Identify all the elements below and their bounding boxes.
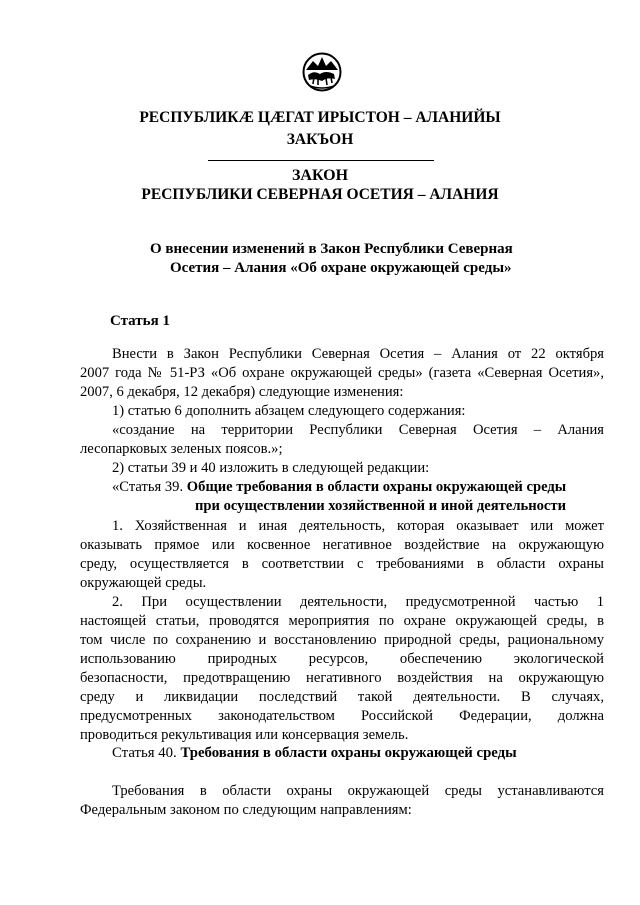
text-line: безопасности, предотвращению негативного воздействия на окружающую <box>80 670 604 686</box>
text-line: настоящей статьи, проводятся мероприятия по охране окружающей среды, в <box>80 613 604 629</box>
text-line: проводиться рекультивация или консервация земель. <box>80 727 409 743</box>
text-line: Требования в области охраны окружающей среды устанавливаются <box>112 783 604 799</box>
text-line: том числе по сохранению и восстановлению природной среды, рациональному <box>80 632 604 648</box>
article-40-title: Требования в области охраны окружающей среды <box>180 745 517 761</box>
law-title-line: Осетия – Алания «Об охране окружающей среды» <box>170 260 512 276</box>
text-line: среду, осуществляется в соответствии с требованиями в области охраны <box>80 556 604 572</box>
text-line: предусмотренных законодательством Российской Федерации, должна <box>80 708 604 724</box>
article-39-body <box>80 517 604 745</box>
text-line: 2) статьи 39 и 40 изложить в следующей редакции: <box>112 460 430 476</box>
article-40-prefix: Статья 40. <box>112 745 177 761</box>
article-39-title: Общие требования в области охраны окружающей среды <box>186 479 567 495</box>
text-line: 1) статью 6 дополнить абзацем следующего содержания: <box>112 403 466 419</box>
text-line: Внести в Закон Республики Северная Осетия – Алания от 22 октября <box>112 346 604 362</box>
russian-republic-name: РЕСПУБЛИКИ СЕВЕРНАЯ ОСЕТИЯ – АЛАНИЯ <box>141 186 499 203</box>
article-1-heading: Статья 1 <box>110 313 170 329</box>
text-line: среду и ликвидации последствий такой деятельности. В случаях, <box>80 689 604 705</box>
text-line: использованию природных ресурсов, обеспечению экологической <box>80 651 604 667</box>
header-divider <box>208 160 434 161</box>
text-line: 2007 года № 51-РЗ «Об охране окружающей среды» (газета «Северная Осетия», <box>80 365 604 381</box>
article-1-body <box>80 345 604 516</box>
article-39-heading <box>80 478 604 497</box>
ossetian-law-word: ЗАКЪОН <box>286 131 354 148</box>
text-line: 1. Хозяйственная и иная деятельность, которая оказывает или может <box>112 518 604 534</box>
law-title-line: О внесении изменений в Закон Республики Северная <box>150 241 513 257</box>
law-title <box>150 240 530 278</box>
russian-law-word: ЗАКОН <box>291 167 349 184</box>
article-39-title-cont: при осуществлении хозяйственной и иной деятельности <box>195 498 566 514</box>
article-39-prefix: «Статья 39. <box>112 479 184 495</box>
coat-of-arms-icon <box>302 50 342 99</box>
text-line: окружающей среды. <box>80 575 207 591</box>
text-line: оказывать прямое или косвенное негативное воздействие на окружающую <box>80 537 604 553</box>
text-line: «создание на территории Республики Северная Осетия – Алания <box>112 422 604 438</box>
text-line: 2007, 6 декабря, 12 декабря) следующие изменения: <box>80 384 404 400</box>
text-line: лесопарковых зеленых поясов.»; <box>80 441 283 457</box>
article-40-heading <box>112 745 517 762</box>
article-40-body <box>80 782 604 820</box>
text-line: Федеральным законом по следующим направлениям: <box>80 802 412 818</box>
text-line: 2. При осуществлении деятельности, предусмотренной частью 1 <box>112 594 604 610</box>
ossetian-republic-name: РЕСПУБЛИКӔ ЦӔГАТ ИРЫСТОН – АЛАНИЙЫ <box>139 109 501 126</box>
